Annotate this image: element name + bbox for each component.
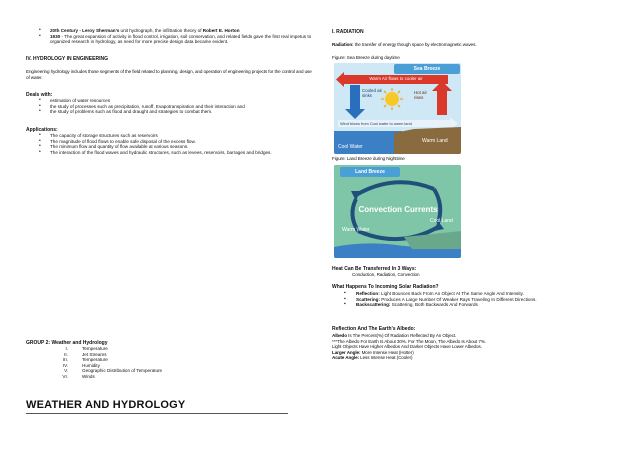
sun-icon	[385, 92, 399, 106]
deals-list	[26, 98, 316, 115]
group-topics-list	[26, 346, 316, 380]
cooled-air-label: Cooled air sinks	[362, 88, 383, 98]
sea-breeze-figure	[334, 63, 461, 154]
albedo-line: Acute Angle: Less Intense Heat (Cooler)	[332, 355, 413, 361]
rising-arrow	[437, 89, 447, 115]
intro-paragraph: Engineering hydrology includes those segments of the field related to planning, design, and operation of engineering projects for the control and use of water.	[26, 69, 312, 80]
list-item: ▪ Backscattering: Scattering, Both Backwards And Forwards	[332, 302, 624, 308]
sea-breeze-title: Sea Breeze	[413, 66, 441, 72]
list-item: VI. Winds	[62, 373, 95, 379]
wind-label: Wind blows from Cool water to warm land	[340, 121, 412, 126]
deals-heading: Deals with:	[26, 92, 53, 98]
list-item: II. Jet Streams	[64, 351, 107, 357]
list-item: III. Temperature	[62, 357, 108, 363]
history-list	[26, 28, 316, 45]
albedo-block	[332, 333, 624, 361]
list-item: • The magnitude of flood flows to enable safe disposal of the excess flow.	[26, 139, 316, 145]
figure-caption: Figure: Sea Breeze during daytime	[332, 55, 400, 60]
document-title: WEATHER AND HYDROLOGY	[26, 399, 186, 411]
cool-water	[334, 131, 402, 154]
title-underline	[26, 413, 288, 414]
list-item: • 1930 - The great expansion of activity in flood control, irrigation, soil conservation, and related fields gave the first real impetus to organized research in hydrology, as need for more precise design data became evident.	[26, 34, 316, 45]
cool-land-label: Cool Land	[430, 218, 453, 224]
list-item: • The minimum flow and quantity of flow available at various seasons.	[26, 144, 316, 150]
list-item: • The interaction of the flood waves and hydraulic structures, such as levees, reservoirs, barrages and bridges.	[26, 150, 316, 156]
sinking-arrow	[350, 85, 360, 111]
warm-land-label: Warm Land	[422, 138, 448, 144]
figure-caption: Figure: Land Breeze during Nighttime	[332, 156, 405, 161]
radiation-heading: I. RADIATION	[332, 29, 364, 35]
group-heading: GROUP 2: Weather and Hydrology	[26, 340, 108, 346]
warm-air-label: Warm Air flows to cooler air	[369, 76, 423, 81]
solar-list	[332, 291, 624, 308]
cool-water-label: Cool Water	[338, 144, 363, 150]
list-item: • estimation of water resources	[26, 98, 316, 104]
albedo-line: Light Objects Have Higher Albedos And Darker Objects Have Lower Albedos.	[332, 344, 482, 350]
list-item: • the study of problems such as flood and draught and strategies to combat them.	[26, 109, 316, 115]
heat-heading: Heat Can Be Transferred In 3 Ways:	[332, 266, 417, 272]
list-item: ▪ Scattering: Produces A Large Number Of Weaker Rays Traveling In Different Directions.	[332, 297, 624, 303]
list-item: IV. Humidity	[62, 362, 100, 368]
albedo-heading: Reflection And The Earth’s Albedo:	[332, 326, 416, 332]
land-breeze-title: Land Breeze	[355, 169, 385, 175]
section-heading: IV. HYDROLOGY IN ENGINEERING	[26, 56, 108, 62]
heat-ways: Conduction, Radiation, Convection	[352, 272, 420, 277]
list-item: • 20th Century - Leroy Sherman’s unit hydrograph, the infiltration theory of Robert E. Horton	[26, 28, 316, 34]
albedo-line: ***The Albedo For Earth Is About 30%. For The Moon, The Albedo Is About 7%.	[332, 338, 486, 344]
hot-air-label: Hot air rises	[414, 90, 427, 100]
radiation-definition: Radiation: the transfer of energy though space by electromagnetic waves.	[332, 42, 477, 47]
list-item: • the study of processes such as precipitation, runoff, Evapotranspiration and their interaction and	[26, 104, 316, 110]
applications-heading: Applications:	[26, 127, 58, 133]
land-breeze-figure	[334, 165, 461, 258]
albedo-line: Albedo Is The Percent(%) Of Radiation Reflected By An Object.	[332, 333, 457, 338]
warm-water-label: Warm Water	[342, 227, 370, 233]
applications-list	[26, 133, 316, 155]
list-item: • The capacity of storage structures such as reservoirs	[26, 133, 316, 139]
convection-label: Convection Currents	[358, 205, 438, 214]
albedo-line: Larger Angle: More Intense Heat (Hotter)	[332, 349, 414, 355]
list-item: I. Temperature	[65, 346, 108, 351]
list-item: V. Geographic Distribution of Temperature	[64, 368, 163, 374]
solar-heading: What Happens To Incoming Solar Radiation?	[332, 284, 439, 290]
list-item: ▪ Reflection: Light Bounces Back From An Object At The Same Angle And Intensity.	[332, 291, 624, 297]
